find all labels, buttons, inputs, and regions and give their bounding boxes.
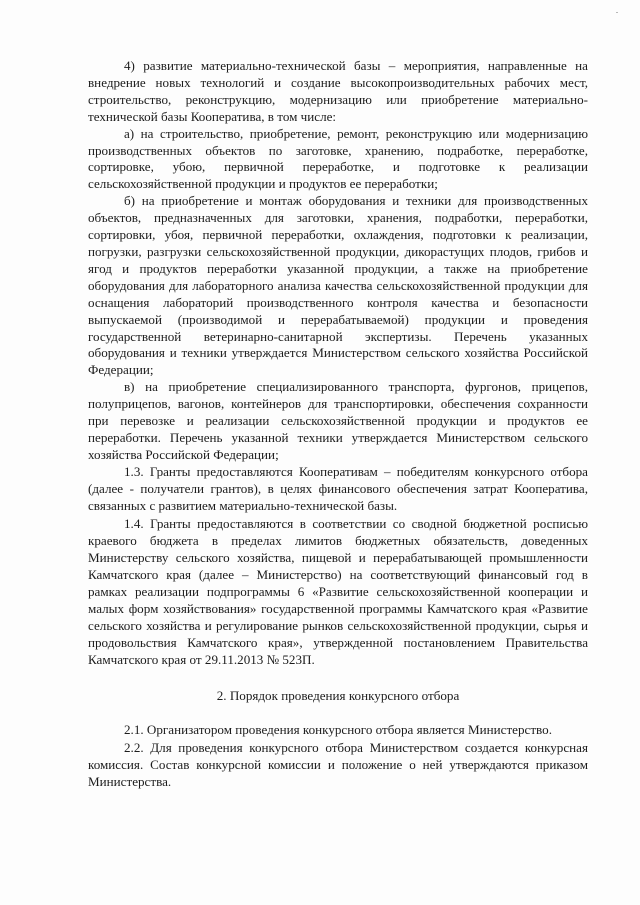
paragraph-item-v: в) на приобретение специализированного транспорта, фургонов, прицепов, полуприцепов, вагонов, контейнеров для транспортировки, обеспечения сохранности при перевозке и реализации сельскохозяйственной продукции и продуктов ее переработки. Перечень указанной техники утверждается Министерством сельского хозяйства Российской Федерации; — [88, 379, 588, 462]
paragraph-2-2: 2.2. Для проведения конкурсного отбора Министерством создается конкурсная комиссия. Состав конкурсной комиссии и положение о ней утверждаются приказом Министерства. — [88, 740, 588, 790]
paragraph-1-4: 1.4. Гранты предоставляются в соответствии со сводной бюджетной росписью краевого бюджета в пределах лимитов бюджетных обязательств, доведенных Министерству сельского хозяйства, пищевой и перерабатывающей промышленности Камчатского края (далее – Министерство) на соответствующий финансовый год в рамках реализации подпрограммы 6 «Развитие сельскохозяйственной кооперации и малых форм хозяйствования» государственной программы Камчатского края «Развитие сельского хозяйства и регулирование рынков сельскохозяйственной продукции, сырья и продовольствия Камчатского края», утвержденной постановлением Правительства Камчатского края от 29.11.2013 № 523П. — [88, 516, 588, 667]
section-heading: 2. Порядок проведения конкурсного отбора — [216, 687, 460, 703]
scan-speck — [616, 12, 618, 13]
paragraph-material-base: 4) развитие материально-технической базы – мероприятия, направленные на внедрение новых технологий и создание высокопроизводительных рабочих мест, строительство, реконструкцию, модернизацию или приобретение материально-технической базы Кооператива, в том числе: — [88, 58, 588, 124]
paragraph-item-b: б) на приобретение и монтаж оборудования и техники для производственных объектов, предназначенных для заготовки, хранения, подработки, переработки, сортировки, убоя, первичной переработки, охлаждения, подготовки к реализации, погрузки, разгрузки сельскохозяйственной продукции, дикорастущих плодов, грибов и ягод и продуктов переработки указанной продукции, а также на приобретение оборудования для лабораторного анализа качества сельскохозяйственной продукции для оснащения лабораторий производственного контроля качества и безопасности выпускаемой (производимой и перерабатываемой) продукции и проведения государственной ветеринарно-санитарной экспертизы. Перечень указанных оборудования и техники утверждается Министерством сельского хозяйства Российской Федерации; — [88, 193, 588, 378]
paragraph-2-1: 2.1. Организатором проведения конкурсного отбора является Министерство. — [124, 721, 552, 737]
paragraph-item-a: а) на строительство, приобретение, ремонт, реконструкцию или модернизацию производственных объектов по заготовке, хранению, подработке, переработке, сортировке, убою, первичной переработке, и подготовке к реализации сельскохозяйственной продукции и продуктов ее переработки; — [88, 125, 588, 192]
paragraph-1-3: 1.3. Гранты предоставляются Кооперативам – победителям конкурсного отбора (далее - получатели грантов), в целях финансового обеспечения затрат Кооператива, связанных с развитием материально-технической базы. — [88, 463, 588, 513]
